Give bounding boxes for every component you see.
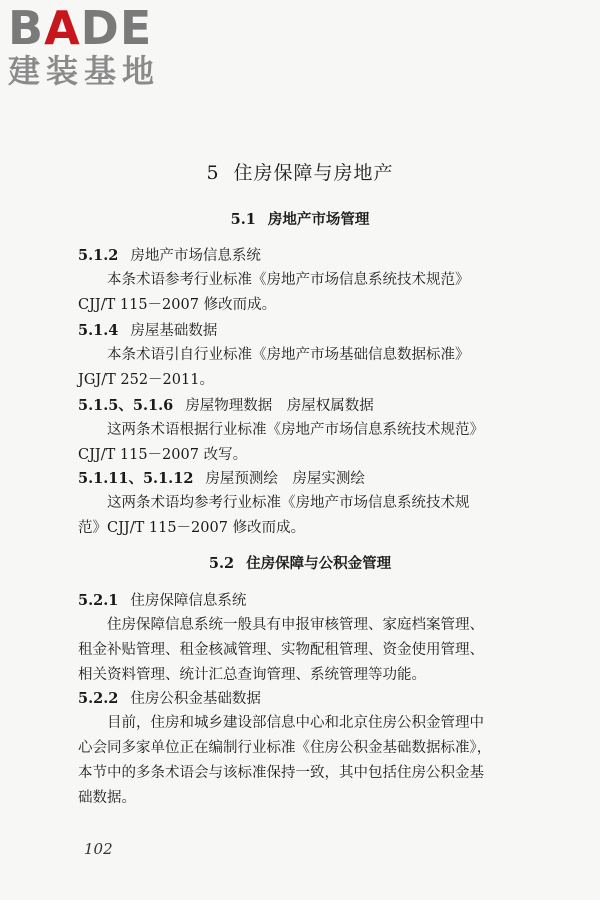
clause-heading: 5.1.11、5.1.12 房屋预测绘 房屋实测绘 [78,470,365,487]
clause-heading: 5.2.2 住房公积金基础数据 [78,690,261,707]
clause-body: 本条术语引自行业标准《房地产市场基础信息数据标准》 JGJ/T 252－2011。 [78,347,470,388]
page-number: 102 [84,840,113,858]
logo-accent-letter: A [44,1,81,55]
logo-wordmark: BADE [8,1,153,55]
chapter-heading [0,158,600,185]
section-heading: 5.2 住房保障与公积金管理 [208,555,392,572]
clause-body: 这两条术语均参考行业标准《房地产市场信息系统技术规 范》CJJ/T 115－2007 修改而成。 [78,495,470,536]
chapter-title: 住房保障与房地产 [233,162,394,184]
logo-subtitle: 建装基地 [8,52,161,90]
bade-logo [8,1,178,90]
clause-body: 住房保障信息系统一般具有申报审核管理、家庭档案管理、 租金补贴管理、租金核减管理、实物配租管理、资金使用管理、 相关资料管理、统计汇总查询管理、系统管理等功能。 [78,617,484,683]
clause-heading: 5.2.1 住房保障信息系统 [78,592,247,609]
section-heading: 5.1 房地产市场管理 [230,211,370,228]
clause-body: 这两条术语根据行业标准《房地产市场信息系统技术规范》 CJJ/T 115－2007 改写。 [78,422,484,463]
clause-body: 本条术语参考行业标准《房地产市场信息系统技术规范》 CJJ/T 115－2007 修改而成。 [78,272,470,313]
clause-heading: 5.1.4 房屋基础数据 [78,322,218,339]
clause-heading: 5.1.2 房地产市场信息系统 [78,247,261,264]
chapter-number: 5 [206,162,220,184]
clause-body: 目前，住房和城乡建设部信息中心和北京住房公积金管理中 心会同多家单位正在编制行业标准《住房公积金基础数据标准》， 本节中的多条术语会与该标准保持一致，其中包括住房公积金基 础数据。 [78,715,492,806]
clause-heading: 5.1.5、5.1.6 房屋物理数据 房屋权属数据 [78,397,374,414]
